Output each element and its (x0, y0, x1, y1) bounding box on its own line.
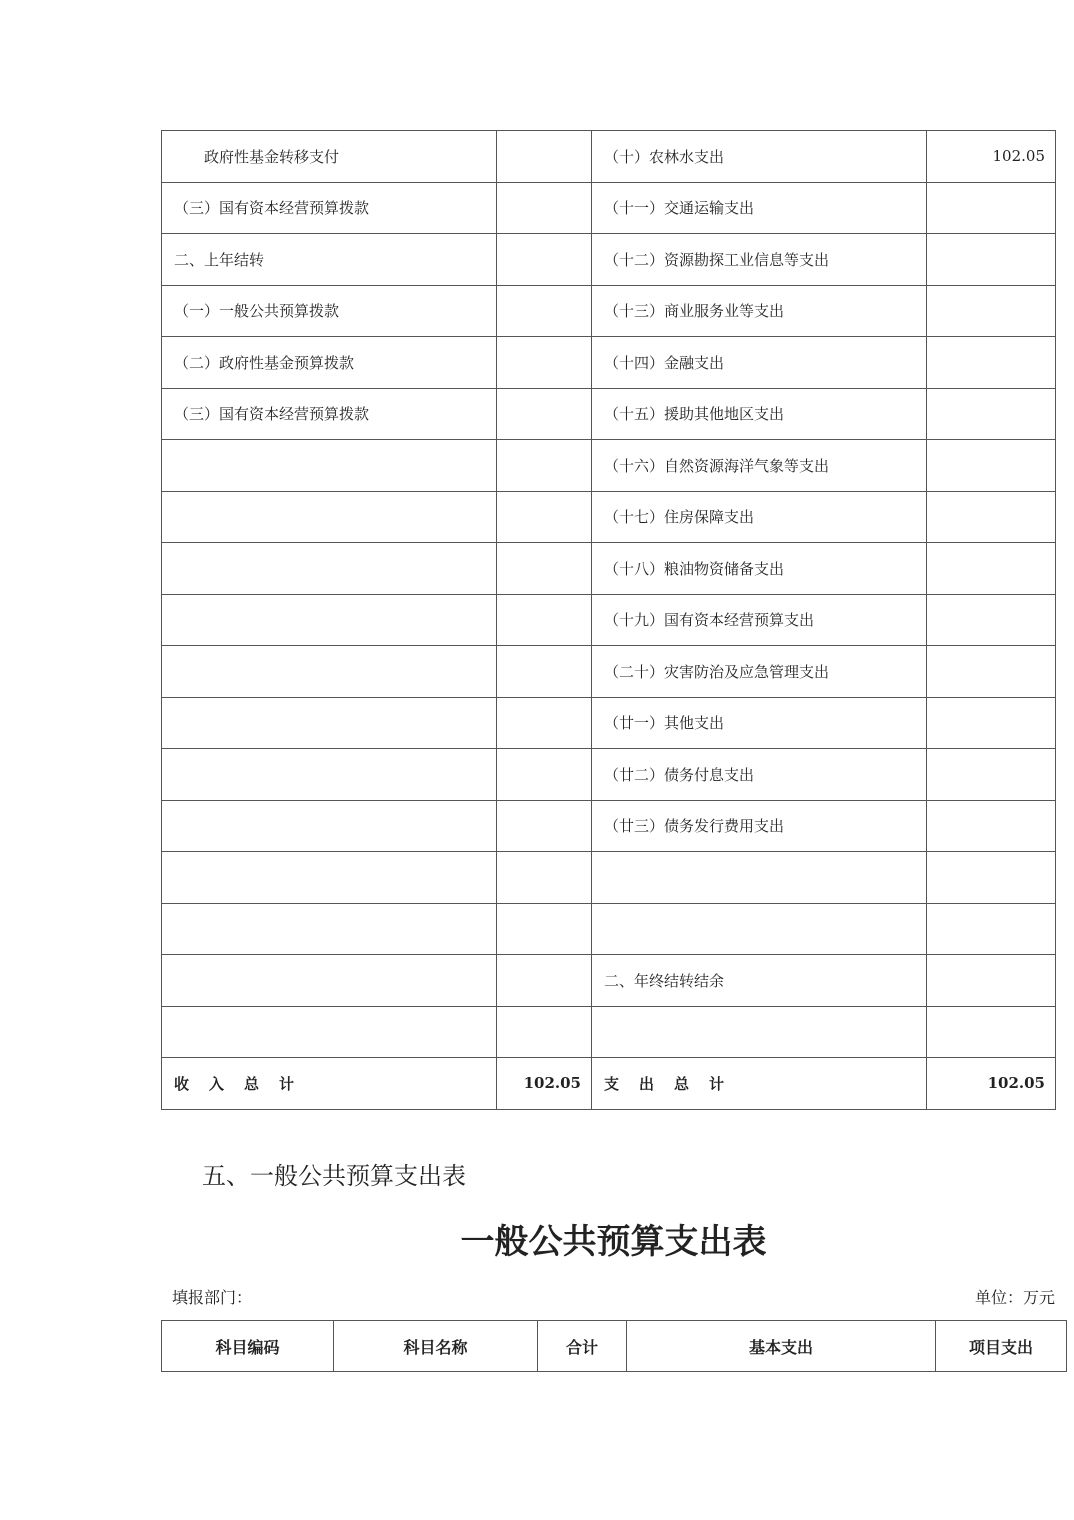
table-row (162, 697, 1056, 749)
income-label-cell (162, 697, 497, 749)
income-label-cell (162, 491, 497, 543)
income-amount-cell (497, 543, 592, 595)
income-label-cell (162, 955, 497, 1007)
income-amount-cell (497, 337, 592, 389)
income-amount-cell (497, 800, 592, 852)
table-title: 一般公共预算支出表 (460, 1222, 767, 1262)
table-row (162, 749, 1056, 801)
expense-label-cell: （十）农林水支出 (592, 131, 927, 183)
table-row (162, 337, 1056, 389)
expense-label-cell: （十四）金融支出 (592, 337, 927, 389)
income-label-cell: （一）一般公共预算拨款 (162, 285, 497, 337)
table-row (162, 440, 1056, 492)
income-label-cell: 二、上年结转 (162, 234, 497, 286)
income-label-cell (162, 594, 497, 646)
income-amount-cell (497, 594, 592, 646)
income-amount-cell (497, 749, 592, 801)
fill-dept-label: 填报部门： (172, 1288, 253, 1307)
expense-label-cell: （廿二）债务付息支出 (592, 749, 927, 801)
table-row (162, 646, 1056, 698)
expense-label-cell: （十八）粮油物资储备支出 (592, 543, 927, 595)
table-row (162, 800, 1056, 852)
income-amount-cell (497, 491, 592, 543)
header-project-expense: 项目支出 (936, 1321, 1067, 1372)
expense-label-cell: （二十）灾害防治及应急管理支出 (592, 646, 927, 698)
expense-label-cell: （十一）交通运输支出 (592, 182, 927, 234)
income-total-amount: 102.05 (497, 1058, 592, 1110)
income-label-cell: 政府性基金转移支付 (162, 131, 497, 183)
income-amount-cell (497, 388, 592, 440)
expense-amount-cell (927, 543, 1056, 595)
budget-table-body (162, 131, 1056, 1058)
expense-label-cell: （十五）援助其他地区支出 (592, 388, 927, 440)
expense-label-cell (592, 903, 927, 955)
expense-label-cell: （十七）住房保障支出 (592, 491, 927, 543)
expense-total-label: 支出总计 (592, 1058, 927, 1110)
expense-label-cell: （十二）资源勘探工业信息等支出 (592, 234, 927, 286)
header-basic-expense: 基本支出 (627, 1321, 936, 1372)
income-label-cell (162, 543, 497, 595)
income-label-cell (162, 800, 497, 852)
income-amount-cell (497, 182, 592, 234)
table-row (162, 543, 1056, 595)
expense-amount-cell (927, 955, 1056, 1007)
expense-amount-cell (927, 800, 1056, 852)
income-amount-cell (497, 903, 592, 955)
header-subject-name: 科目名称 (334, 1321, 538, 1372)
expense-amount-cell (927, 1006, 1056, 1058)
income-amount-cell (497, 955, 592, 1007)
income-amount-cell (497, 131, 592, 183)
income-label-cell (162, 903, 497, 955)
expense-amount-cell (927, 182, 1056, 234)
expense-amount-cell (927, 285, 1056, 337)
table-row (162, 594, 1056, 646)
income-label-cell: （三）国有资本经营预算拨款 (162, 182, 497, 234)
income-amount-cell (497, 285, 592, 337)
income-label-cell: （二）政府性基金预算拨款 (162, 337, 497, 389)
expense-label-cell: （十三）商业服务业等支出 (592, 285, 927, 337)
header-subject-code: 科目编码 (162, 1321, 334, 1372)
expense-amount-cell (927, 440, 1056, 492)
expense-total-amount: 102.05 (927, 1058, 1056, 1110)
expense-label-cell: （廿三）债务发行费用支出 (592, 800, 927, 852)
table-row (162, 285, 1056, 337)
expense-table (161, 1320, 1067, 1372)
budget-summary-table (161, 130, 1056, 1110)
expense-label-cell: （十九）国有资本经营预算支出 (592, 594, 927, 646)
income-amount-cell (497, 697, 592, 749)
expense-amount-cell (927, 697, 1056, 749)
expense-amount-cell (927, 852, 1056, 904)
expense-label-cell: 二、年终结转结余 (592, 955, 927, 1007)
table-row (162, 131, 1056, 183)
expense-table-header-row (162, 1321, 1067, 1372)
income-label-cell (162, 1006, 497, 1058)
table-row (162, 234, 1056, 286)
table-row (162, 491, 1056, 543)
income-amount-cell (497, 852, 592, 904)
table-row (162, 1006, 1056, 1058)
expense-label-cell: （廿一）其他支出 (592, 697, 927, 749)
table-row (162, 182, 1056, 234)
header-total: 合计 (538, 1321, 627, 1372)
income-amount-cell (497, 234, 592, 286)
table-row (162, 852, 1056, 904)
expense-label-cell: （十六）自然资源海洋气象等支出 (592, 440, 927, 492)
income-label-cell: （三）国有资本经营预算拨款 (162, 388, 497, 440)
income-label-cell (162, 852, 497, 904)
expense-label-cell (592, 852, 927, 904)
unit-label: 单位：万元 (974, 1288, 1055, 1307)
expense-amount-cell (927, 234, 1056, 286)
income-label-cell (162, 646, 497, 698)
income-amount-cell (497, 646, 592, 698)
income-label-cell (162, 440, 497, 492)
table-row (162, 388, 1056, 440)
expense-amount-cell (927, 491, 1056, 543)
table-row (162, 903, 1056, 955)
expense-amount-cell: 102.05 (927, 131, 1056, 183)
expense-amount-cell (927, 594, 1056, 646)
income-amount-cell (497, 440, 592, 492)
table-row (162, 955, 1056, 1007)
expense-amount-cell (927, 903, 1056, 955)
expense-amount-cell (927, 388, 1056, 440)
expense-amount-cell (927, 337, 1056, 389)
totals-row (162, 1058, 1056, 1110)
expense-label-cell (592, 1006, 927, 1058)
income-amount-cell (497, 1006, 592, 1058)
expense-amount-cell (927, 749, 1056, 801)
income-total-label: 收入总计 (162, 1058, 497, 1110)
section-heading: 五、一般公共预算支出表 (202, 1162, 466, 1190)
income-label-cell (162, 749, 497, 801)
expense-amount-cell (927, 646, 1056, 698)
